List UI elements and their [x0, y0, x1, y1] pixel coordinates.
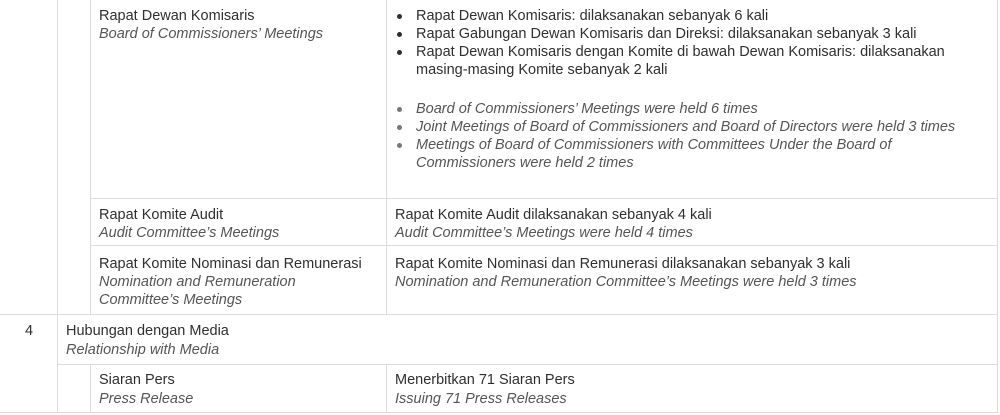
- row-label-translation: Press Release: [99, 391, 194, 407]
- list-item: Joint Meetings of Board of Commissioners and Board of Directors were held 3 times: [394, 118, 976, 136]
- row-description: Rapat Komite Nominasi dan Remunerasi dilaksanakan sebanyak 3 kali: [395, 256, 851, 272]
- row-description-translation: Nomination and Remuneration Committee’s Meetings were held 3 times: [395, 274, 857, 290]
- row-divider: [0, 412, 998, 413]
- section-title: Hubungan dengan Media: [66, 323, 229, 339]
- row-divider: [90, 198, 998, 199]
- row-label: Siaran Pers: [99, 372, 175, 388]
- row-label: Rapat Dewan Komisaris: [99, 8, 255, 24]
- row-description: Menerbitkan 71 Siaran Pers: [395, 372, 575, 388]
- column-divider: [386, 364, 387, 413]
- list-item: Rapat Dewan Komisaris dengan Komite di bawah Dewan Komisaris: dilaksanakan masing-masing Komite sebanyak 2 kali: [394, 43, 986, 79]
- column-divider: [90, 364, 91, 413]
- row-label-translation: Board of Commissioners’ Meetings: [99, 26, 324, 42]
- column-divider: [90, 0, 91, 315]
- list-item: Board of Commissioners’ Meetings were held 6 times: [394, 100, 976, 118]
- row-label: Rapat Komite Nominasi dan Remunerasi: [99, 256, 362, 272]
- meeting-bullet-list: [394, 7, 986, 79]
- row-description: Rapat Komite Audit dilaksanakan sebanyak 4 kali: [395, 207, 712, 223]
- meeting-bullet-list-translation: [394, 100, 976, 172]
- section-title-translation: Relationship with Media: [66, 342, 220, 358]
- list-item: Meetings of Board of Commissioners with Committees Under the Board of Commissioners were held 2 times: [394, 136, 976, 172]
- row-description-translation: Audit Committee’s Meetings were held 4 times: [395, 225, 693, 241]
- row-divider: [90, 245, 998, 246]
- column-divider: [386, 0, 387, 315]
- row-label-translation: Nomination and Remuneration Committee’s Meetings: [99, 274, 296, 308]
- column-divider: [57, 0, 58, 413]
- section-number: 4: [25, 323, 34, 339]
- row-divider: [57, 364, 998, 365]
- list-item: Rapat Gabungan Dewan Komisaris dan Direksi: dilaksanakan sebanyak 3 kali: [394, 25, 986, 43]
- row-label-translation: Audit Committee’s Meetings: [99, 225, 280, 241]
- row-description-translation: Issuing 71 Press Releases: [395, 391, 567, 407]
- row-label: Rapat Komite Audit: [99, 207, 224, 223]
- list-item: Rapat Dewan Komisaris: dilaksanakan sebanyak 6 kali: [394, 7, 986, 25]
- table-right-border: [997, 0, 998, 413]
- row-divider: [0, 314, 998, 315]
